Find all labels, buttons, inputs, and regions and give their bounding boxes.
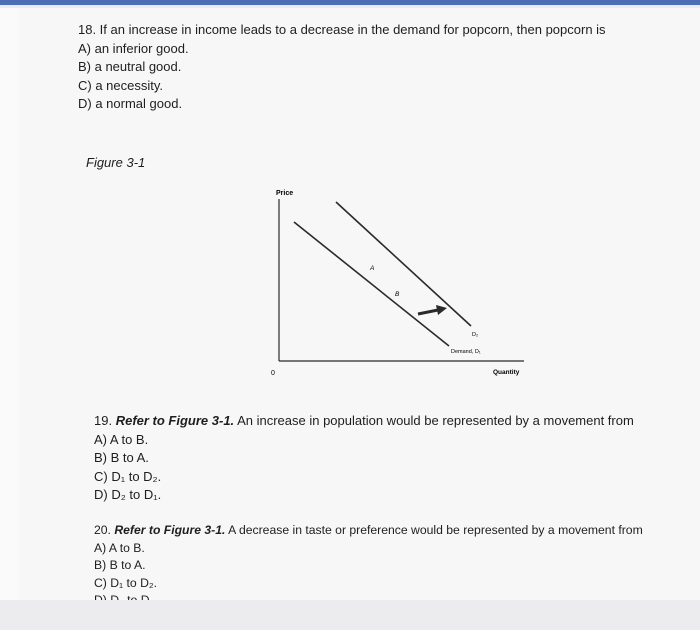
question-20-number: 20.	[94, 523, 111, 537]
shift-arrow-shaft	[418, 310, 438, 314]
point-a-label: A	[370, 265, 375, 272]
d1-label: Demand, D₁	[451, 349, 481, 355]
question-20-text: A decrease in taste or preference would be represented by a movement from	[228, 523, 643, 537]
shift-arrow-head	[436, 305, 447, 315]
question-20-option-b[interactable]: B) B to A.	[94, 558, 146, 572]
question-19-number: 19.	[94, 413, 113, 428]
figure-3-1-diagram	[266, 184, 536, 384]
question-19-option-c[interactable]: C) D₁ to D₂.	[94, 468, 162, 484]
question-18-option-c[interactable]: C) a necessity.	[78, 77, 164, 93]
question-20-option-c[interactable]: C) D₁ to D₂.	[94, 575, 158, 590]
question-20-option-a[interactable]: A) A to B.	[94, 540, 145, 555]
question-19-option-b[interactable]: B) B to A.	[94, 450, 149, 465]
bottom-bar	[0, 600, 700, 630]
question-18-option-a[interactable]: A) an inferior good.	[78, 40, 189, 56]
y-axis-label: Price	[276, 190, 294, 197]
question-19	[94, 412, 634, 505]
question-20	[94, 522, 643, 610]
d2-label: D₂	[472, 332, 479, 338]
question-19-text: An increase in population would be represented by a movement from	[237, 413, 634, 428]
figure-label: Figure 3-1	[86, 155, 146, 170]
page-margin	[0, 8, 18, 600]
question-19-option-d[interactable]: D) D₂ to D₁.	[94, 487, 162, 502]
question-19-ref: Refer to Figure 3-1.	[115, 413, 235, 428]
question-20-ref: Refer to Figure 3-1.	[114, 523, 226, 537]
question-18-stem: 18. If an increase in income leads to a decrease in the demand for popcorn, then popcorn is	[78, 22, 606, 37]
point-b-label: B	[395, 291, 400, 298]
origin-label: 0	[271, 370, 275, 377]
question-20-stem	[94, 522, 643, 540]
demand-curve-d2	[336, 202, 471, 326]
question-19-option-a[interactable]: A) A to B.	[94, 431, 149, 447]
document-page	[18, 8, 700, 630]
x-axis-label: Quantity	[493, 369, 520, 376]
question-18-option-b[interactable]: B) a neutral good.	[78, 59, 182, 74]
question-18-option-d[interactable]: D) a normal good.	[78, 96, 183, 111]
question-19-stem	[94, 412, 634, 431]
question-18	[78, 21, 606, 114]
